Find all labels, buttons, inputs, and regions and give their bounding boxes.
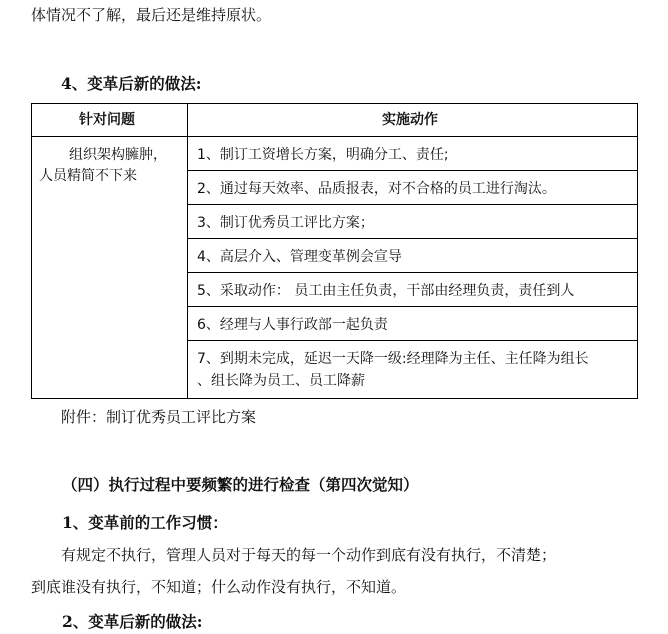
header-action: 实施动作: [382, 112, 438, 128]
paragraph-line-2: 到底谁没有执行，不知道；什么动作没有执行，不知道。: [31, 578, 407, 596]
intro-line: 体情况不了解，最后还是维持原状。: [31, 6, 272, 24]
action-item-6: 6、经理与人事行政部一起负责: [197, 317, 388, 333]
row-divider: [187, 306, 638, 307]
issue-line-1: 组织架构臃肿，: [69, 147, 167, 163]
table-header-divider: [31, 136, 638, 137]
action-item-7-line-2: 、组长降为员工、员工降薪: [197, 373, 365, 389]
heading-before-changes: 1、变革前的工作习惯：: [62, 513, 228, 532]
paragraph-line-1: 有规定不执行，管理人员对于每天的每一个动作到底有没有执行，不清楚；: [61, 546, 557, 564]
action-item-2: 2、通过每天效率、品质报表，对不合格的员工进行淘汰。: [197, 181, 556, 197]
row-divider: [187, 238, 638, 239]
issue-line-2: 人员精简不下来: [39, 168, 137, 184]
table-column-divider: [187, 103, 188, 399]
row-divider: [187, 272, 638, 273]
action-item-7-line-1: 7、到期未完成，延迟一天降一级:经理降为主任、主任降为组长: [197, 351, 589, 367]
action-item-3: 3、制订优秀员工评比方案；: [197, 215, 374, 231]
section-title: （四）执行过程中要频繁的进行检查（第四次觉知）: [62, 475, 419, 494]
table-border-top: [31, 103, 638, 104]
row-divider: [187, 170, 638, 171]
table-border-left: [31, 103, 32, 399]
heading-after-changes: 4、变革后新的做法:: [61, 74, 202, 93]
table-border-bottom: [31, 398, 638, 399]
action-item-1: 1、制订工资增长方案，明确分工、责任;: [197, 147, 449, 163]
action-item-5: 5、采取动作： 员工由主任负责，干部由经理负责，责任到人: [197, 283, 575, 299]
row-divider: [187, 204, 638, 205]
table-border-right: [637, 103, 638, 399]
measures-table: [31, 103, 638, 399]
action-item-4: 4、高层介入、管理变革例会宣导: [197, 249, 402, 265]
row-divider: [187, 340, 638, 341]
header-issue: 针对问题: [79, 112, 135, 128]
attachment-note: 附件：制订优秀员工评比方案: [61, 408, 257, 426]
heading-after-changes-2: 2、变革后新的做法:: [62, 612, 203, 631]
